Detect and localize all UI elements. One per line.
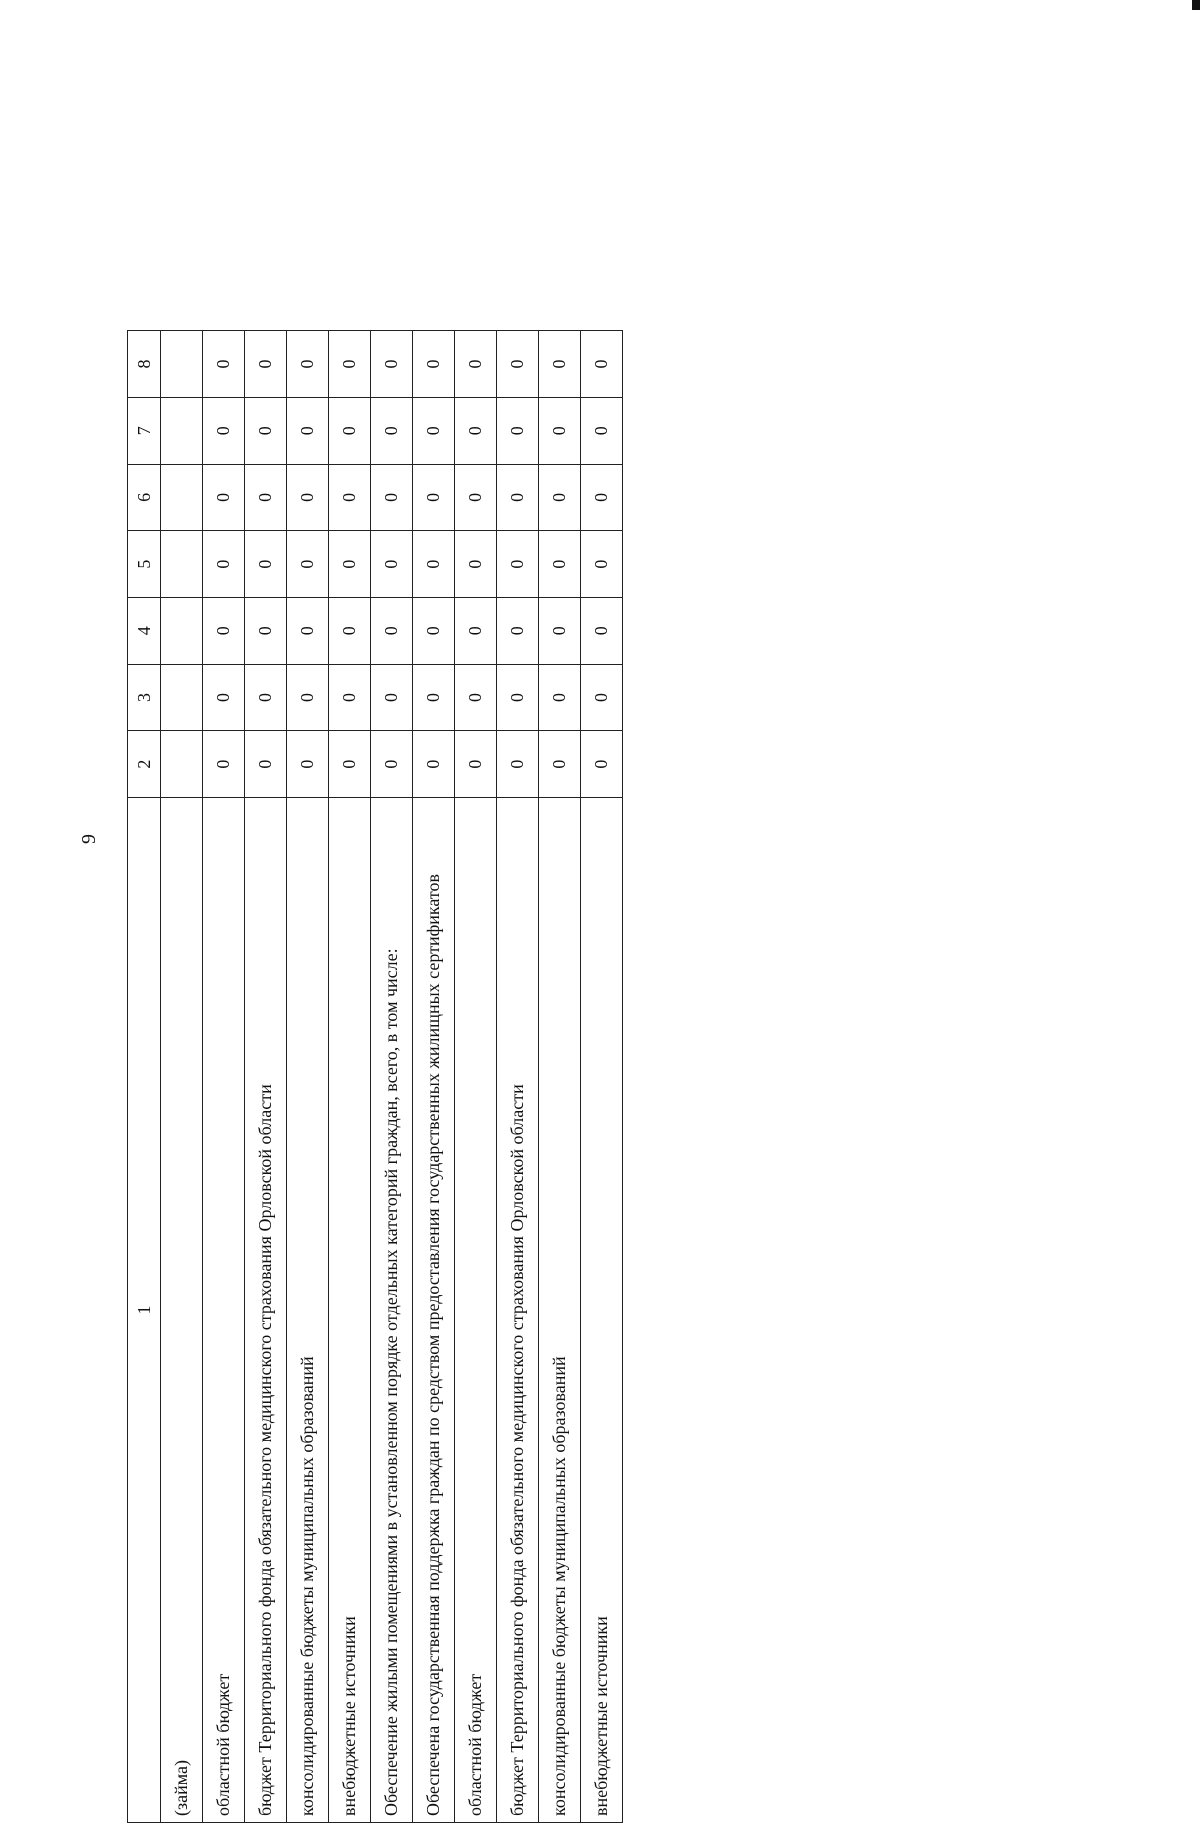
row-value: 0 [455,464,497,531]
row-value: 0 [329,664,371,731]
column-header: 4 [128,597,161,664]
table-row [581,331,623,1823]
row-value: 0 [329,731,371,798]
column-header: 5 [128,531,161,598]
row-value [161,731,203,798]
row-value: 0 [539,531,581,598]
row-value: 0 [539,331,581,398]
row-value [161,531,203,598]
row-value: 0 [497,464,539,531]
row-value: 0 [287,531,329,598]
page-number: 9 [78,834,100,844]
table-rotated-container [127,331,623,1823]
row-label: областной бюджет [203,798,245,1823]
row-value: 0 [581,597,623,664]
row-label: внебюджетные источники [329,798,371,1823]
column-header: 8 [128,331,161,398]
row-value: 0 [455,664,497,731]
row-value: 0 [497,597,539,664]
column-header: 3 [128,664,161,731]
row-label: Обеспечение жилыми помещениями в установленном порядке отдельных категорий граждан, всего, в том числе: [371,798,413,1823]
row-value: 0 [497,331,539,398]
row-value: 0 [581,464,623,531]
row-value: 0 [581,531,623,598]
row-value: 0 [413,531,455,598]
row-value: 0 [287,731,329,798]
budget-table [127,330,623,1823]
row-value: 0 [413,464,455,531]
row-value: 0 [539,397,581,464]
row-value: 0 [581,664,623,731]
row-value: 0 [497,664,539,731]
row-value: 0 [413,597,455,664]
row-value: 0 [371,397,413,464]
table-row [203,331,245,1823]
table-body [128,331,623,1823]
column-header: 7 [128,397,161,464]
row-value: 0 [287,464,329,531]
table-row [329,331,371,1823]
row-label: бюджет Территориального фонда обязательного медицинского страхования Орловской области [497,798,539,1823]
row-value: 0 [203,464,245,531]
table-row [287,331,329,1823]
row-value: 0 [539,731,581,798]
row-value: 0 [539,664,581,731]
row-value: 0 [497,731,539,798]
row-value: 0 [455,531,497,598]
row-value: 0 [203,397,245,464]
row-value: 0 [413,731,455,798]
row-value: 0 [329,397,371,464]
row-value: 0 [329,597,371,664]
row-value: 0 [203,331,245,398]
row-value: 0 [245,731,287,798]
row-value: 0 [371,664,413,731]
row-value: 0 [413,331,455,398]
row-value: 0 [287,397,329,464]
row-value [161,397,203,464]
row-value: 0 [287,331,329,398]
row-value: 0 [497,531,539,598]
row-value: 0 [203,597,245,664]
row-value: 0 [203,664,245,731]
row-value: 0 [371,597,413,664]
row-value: 0 [203,531,245,598]
row-value: 0 [413,397,455,464]
row-value [161,664,203,731]
row-value: 0 [413,664,455,731]
row-label: Обеспечена государственная поддержка граждан по средством предоставления государственных жилищных сертификатов [413,798,455,1823]
row-value: 0 [245,664,287,731]
row-value: 0 [581,331,623,398]
row-value: 0 [329,331,371,398]
table-row [371,331,413,1823]
row-value: 0 [371,731,413,798]
table-row [539,331,581,1823]
table-header-row [128,331,161,1823]
row-value [161,597,203,664]
row-label: консолидированные бюджеты муниципальных образований [287,798,329,1823]
row-value: 0 [245,597,287,664]
row-value [161,464,203,531]
table-row [245,331,287,1823]
table-row [161,331,203,1823]
column-header: 1 [128,798,161,1823]
row-value: 0 [329,464,371,531]
row-value: 0 [287,597,329,664]
row-label: внебюджетные источники [581,798,623,1823]
row-label: консолидированные бюджеты муниципальных образований [539,798,581,1823]
row-label: областной бюджет [455,798,497,1823]
table-row [497,331,539,1823]
row-value: 0 [455,331,497,398]
row-value: 0 [245,331,287,398]
row-value: 0 [497,397,539,464]
row-value: 0 [455,597,497,664]
row-value: 0 [455,731,497,798]
row-value: 0 [371,531,413,598]
column-header: 6 [128,464,161,531]
table-row [413,331,455,1823]
row-value: 0 [539,597,581,664]
column-header: 2 [128,731,161,798]
scan-corner-mark [1192,0,1200,10]
table-row [455,331,497,1823]
row-value: 0 [245,464,287,531]
row-value: 0 [539,464,581,531]
row-value: 0 [245,531,287,598]
row-value: 0 [329,531,371,598]
row-value [161,331,203,398]
row-value: 0 [581,731,623,798]
row-label: бюджет Территориального фонда обязательного медицинского страхования Орловской области [245,798,287,1823]
row-value: 0 [371,331,413,398]
row-value: 0 [455,397,497,464]
row-value: 0 [371,464,413,531]
row-value: 0 [245,397,287,464]
row-value: 0 [287,664,329,731]
row-label: (займа) [161,798,203,1823]
row-value: 0 [203,731,245,798]
row-value: 0 [581,397,623,464]
